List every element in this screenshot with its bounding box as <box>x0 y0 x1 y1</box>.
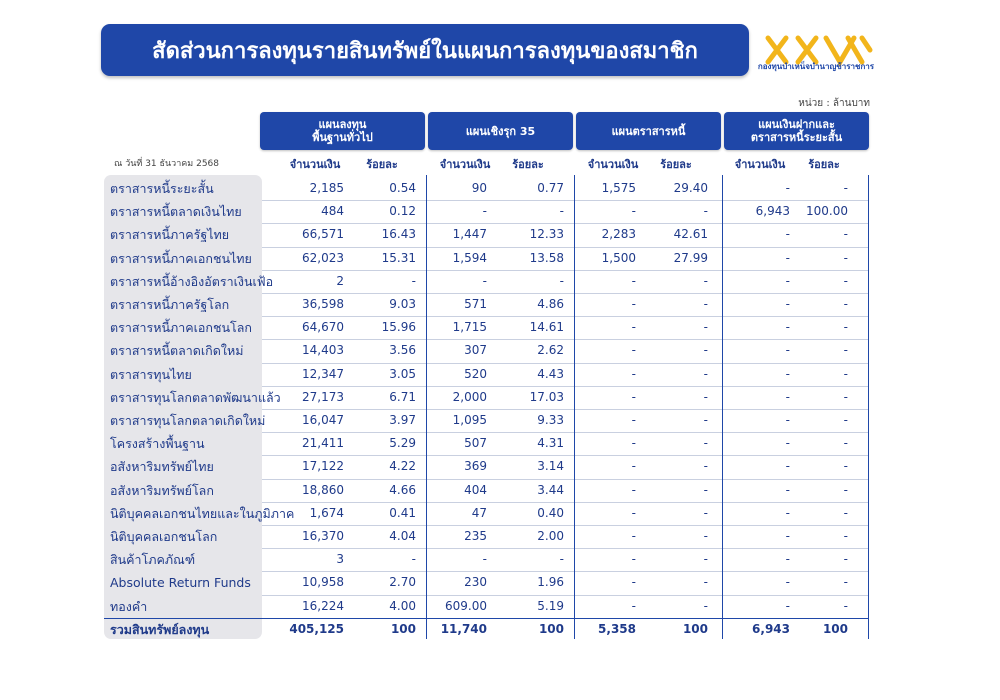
amount-cell: 307 <box>464 343 487 358</box>
amount-cell: 1,674 <box>309 505 344 520</box>
plan-header-3: แผนตราสารหนี้ <box>576 112 721 150</box>
percent-cell: 9.03 <box>389 297 416 311</box>
amount-cell: 609.00 <box>445 598 487 613</box>
percent-cell: 42.61 <box>673 227 708 242</box>
row-label: ตราสารหนี้ระยะสั้น <box>110 181 214 196</box>
amount-cell: 21,411 <box>302 436 344 451</box>
amount-cell: - <box>785 273 790 288</box>
percent-cell: - <box>843 389 848 404</box>
percent-cell: 14.61 <box>529 320 564 335</box>
amount-cell: - <box>631 204 636 219</box>
row-label: ตราสารทุนโลกตลาดพัฒนาแล้ว <box>110 389 281 405</box>
unit-label: หน่วย : ล้านบาท <box>798 98 870 109</box>
amount-cell: - <box>631 320 636 335</box>
amount-subheader: จำนวนเงิน <box>289 158 341 171</box>
percent-cell: 4.31 <box>537 436 564 451</box>
percent-cell: - <box>703 413 708 427</box>
amount-cell: 36,598 <box>302 297 344 311</box>
amount-cell: - <box>631 366 636 381</box>
row-label: ตราสารหนี้ภาครัฐไทย <box>110 227 230 243</box>
amount-cell: - <box>785 529 790 543</box>
amount-cell: - <box>631 436 636 451</box>
amount-cell: 2,185 <box>309 181 344 195</box>
percent-subheader: ร้อยละ <box>660 158 692 171</box>
percent-cell: - <box>703 552 708 567</box>
percent-cell: 0.41 <box>389 505 416 520</box>
percent-cell: - <box>559 552 564 567</box>
percent-cell: - <box>703 343 708 358</box>
amount-cell: - <box>785 389 790 404</box>
percent-cell: - <box>843 227 848 242</box>
row-label: อสังหาริมทรัพย์โลก <box>110 482 214 498</box>
percent-cell: - <box>703 575 708 590</box>
percent-cell: - <box>703 598 708 613</box>
amount-cell: 1,500 <box>601 250 636 265</box>
percent-cell: - <box>843 250 848 265</box>
percent-cell: 4.04 <box>389 529 416 543</box>
amount-subheader: จำนวนเงิน <box>587 158 639 171</box>
percent-cell: 3.14 <box>537 459 564 474</box>
row-label: ตราสารหนี้ตลาดเกิดใหม่ <box>110 343 244 359</box>
row-label: ตราสารทุนโลกตลาดเกิดใหม่ <box>110 413 266 428</box>
amount-cell: - <box>785 505 790 520</box>
row-label: ตราสารหนี้ภาครัฐโลก <box>110 297 230 312</box>
row-label: ตราสารทุนไทย <box>110 366 192 382</box>
amount-cell: 507 <box>464 436 487 451</box>
percent-cell: 3.05 <box>389 366 416 381</box>
percent-cell: - <box>843 343 848 358</box>
percent-cell: 4.22 <box>389 459 416 474</box>
amount-cell: - <box>785 436 790 451</box>
percent-cell: - <box>703 320 708 335</box>
amount-cell: - <box>631 575 636 590</box>
amount-cell: - <box>631 529 636 543</box>
percent-cell: - <box>843 436 848 451</box>
percent-cell: 4.86 <box>537 297 564 311</box>
column-divider <box>574 175 575 639</box>
amount-cell: - <box>785 297 790 311</box>
amount-cell: - <box>785 459 790 474</box>
percent-subheader: ร้อยละ <box>366 158 398 171</box>
amount-cell: 64,670 <box>302 320 344 335</box>
total-row-label: รวมสินทรัพย์ลงทุน <box>110 621 210 637</box>
amount-cell: 1,575 <box>601 181 636 195</box>
percent-cell: - <box>559 204 564 219</box>
amount-cell: 62,023 <box>302 250 344 265</box>
percent-cell: 9.33 <box>537 413 564 427</box>
amount-cell: 16,224 <box>302 598 344 613</box>
amount-cell: 27,173 <box>302 389 344 404</box>
percent-cell: - <box>843 459 848 474</box>
plan-header-2: แผนเชิงรุก 35 <box>428 112 573 150</box>
row-label: สินค้าโภคภัณฑ์ <box>110 552 196 568</box>
amount-cell: 484 <box>321 204 344 219</box>
amount-cell: 404 <box>464 482 487 497</box>
percent-cell: - <box>843 413 848 427</box>
percent-cell: 0.77 <box>537 181 564 195</box>
percent-cell: 6.71 <box>389 389 416 404</box>
percent-cell: - <box>703 204 708 219</box>
column-divider <box>426 175 427 639</box>
total-cell: 405,125 <box>289 621 344 636</box>
amount-cell: - <box>631 482 636 497</box>
amount-cell: - <box>785 320 790 335</box>
total-cell: 100 <box>682 621 708 636</box>
amount-cell: 1,715 <box>452 320 487 335</box>
percent-cell: 3.97 <box>389 413 416 427</box>
percent-cell: - <box>843 529 848 543</box>
percent-cell: 5.29 <box>389 436 416 451</box>
amount-cell: - <box>631 297 636 311</box>
amount-cell: - <box>785 482 790 497</box>
percent-cell: - <box>411 552 416 567</box>
percent-cell: 1.96 <box>537 575 564 590</box>
amount-cell: 571 <box>464 297 487 311</box>
amount-cell: - <box>631 413 636 427</box>
percent-cell: 16.43 <box>381 227 416 242</box>
percent-cell: 15.31 <box>381 250 416 265</box>
amount-cell: 230 <box>464 575 487 590</box>
amount-cell: - <box>785 250 790 265</box>
percent-cell: - <box>843 575 848 590</box>
total-cell: 100 <box>390 621 416 636</box>
row-label: ตราสารหนี้อ้างอิงอัตราเงินเฟ้อ <box>110 273 274 289</box>
percent-cell: 29.40 <box>673 181 708 195</box>
percent-cell: - <box>703 436 708 451</box>
amount-cell: - <box>785 552 790 567</box>
total-cell: 100 <box>538 621 564 636</box>
percent-cell: 3.56 <box>389 343 416 358</box>
row-label: Absolute Return Funds <box>110 575 251 591</box>
percent-cell: - <box>843 366 848 381</box>
percent-cell: - <box>843 598 848 613</box>
amount-cell: 235 <box>464 529 487 543</box>
amount-cell: - <box>631 273 636 288</box>
column-divider <box>868 175 869 639</box>
percent-cell: - <box>703 459 708 474</box>
percent-cell: - <box>703 505 708 520</box>
percent-cell: 27.99 <box>673 250 708 265</box>
amount-cell: 1,594 <box>452 250 487 265</box>
amount-cell: 18,860 <box>302 482 344 497</box>
amount-cell: - <box>785 227 790 242</box>
row-label: ตราสารหนี้ภาคเอกชนไทย <box>110 250 252 266</box>
percent-cell: - <box>703 366 708 381</box>
amount-cell: - <box>482 204 487 219</box>
percent-cell: 2.00 <box>537 529 564 543</box>
amount-cell: - <box>631 389 636 404</box>
percent-cell: 4.43 <box>537 366 564 381</box>
amount-cell: 16,370 <box>302 529 344 543</box>
percent-cell: - <box>843 482 848 497</box>
amount-cell: 90 <box>471 181 487 195</box>
percent-cell: - <box>703 273 708 288</box>
plan-header-1: แผนลงทุน พื้นฐานทั่วไป <box>260 112 425 150</box>
amount-cell: - <box>785 366 790 381</box>
row-label: ทองคำ <box>110 598 148 614</box>
percent-cell: 2.70 <box>389 575 416 590</box>
amount-cell: 1,447 <box>452 227 487 242</box>
percent-subheader: ร้อยละ <box>808 158 840 171</box>
amount-cell: - <box>631 343 636 358</box>
amount-cell: 520 <box>464 366 487 381</box>
percent-cell: 13.58 <box>529 250 564 265</box>
percent-cell: - <box>843 552 848 567</box>
amount-cell: 47 <box>471 505 487 520</box>
total-cell: 100 <box>822 621 848 636</box>
percent-cell: 0.40 <box>537 505 564 520</box>
percent-cell: - <box>703 389 708 404</box>
amount-cell: - <box>482 552 487 567</box>
percent-cell: - <box>703 529 708 543</box>
page-title-text: สัดส่วนการลงทุนรายสินทรัพย์ในแผนการลงทุนของสมาชิก <box>152 38 698 64</box>
total-divider <box>104 618 868 619</box>
amount-cell: 16,047 <box>302 413 344 427</box>
as-of-date: ณ วันที่ 31 ธันวาคม 2568 <box>114 159 219 169</box>
percent-cell: 5.19 <box>537 598 564 613</box>
amount-cell: 66,571 <box>302 227 344 242</box>
page-title <box>101 24 749 76</box>
amount-subheader: จำนวนเงิน <box>439 158 491 171</box>
percent-cell: 0.12 <box>389 204 416 219</box>
percent-cell: - <box>843 320 848 335</box>
percent-subheader: ร้อยละ <box>512 158 544 171</box>
percent-cell: 15.96 <box>381 320 416 335</box>
amount-cell: 2 <box>336 273 344 288</box>
row-label: ตราสารหนี้ตลาดเงินไทย <box>110 204 242 220</box>
amount-cell: - <box>785 598 790 613</box>
amount-cell: - <box>785 413 790 427</box>
percent-cell: 3.44 <box>537 482 564 497</box>
column-divider <box>722 175 723 639</box>
amount-cell: - <box>482 273 487 288</box>
amount-cell: - <box>631 552 636 567</box>
percent-cell: - <box>559 273 564 288</box>
amount-cell: 6,943 <box>755 204 790 219</box>
amount-cell: - <box>785 575 790 590</box>
row-label: โครงสร้างพื้นฐาน <box>110 436 205 452</box>
percent-cell: 100.00 <box>806 204 848 219</box>
total-cell: 5,358 <box>598 621 636 636</box>
logo-caption: กองทุนบำเหน็จบำนาญข้าราชการ <box>757 62 875 71</box>
percent-cell: 17.03 <box>529 389 564 404</box>
amount-cell: - <box>785 343 790 358</box>
percent-cell: - <box>703 297 708 311</box>
amount-cell: 2,000 <box>452 389 487 404</box>
amount-subheader: จำนวนเงิน <box>734 158 786 171</box>
amount-cell: 3 <box>336 552 344 567</box>
amount-cell: 1,095 <box>452 413 487 427</box>
percent-cell: - <box>843 505 848 520</box>
percent-cell: - <box>843 181 848 195</box>
total-cell: 11,740 <box>440 621 487 636</box>
percent-cell: - <box>703 482 708 497</box>
percent-cell: 4.66 <box>389 482 416 497</box>
amount-cell: 17,122 <box>302 459 344 474</box>
amount-cell: 10,958 <box>302 575 344 590</box>
amount-cell: - <box>785 181 790 195</box>
amount-cell: - <box>631 598 636 613</box>
plan-header-4: แผนเงินฝากและ ตราสารหนี้ระยะสั้น <box>724 112 869 150</box>
percent-cell: 0.54 <box>389 181 416 195</box>
amount-cell: 14,403 <box>302 343 344 358</box>
amount-cell: - <box>631 459 636 474</box>
amount-cell: 12,347 <box>302 366 344 381</box>
percent-cell: 2.62 <box>537 343 564 358</box>
amount-cell: 369 <box>464 459 487 474</box>
amount-cell: - <box>631 505 636 520</box>
percent-cell: - <box>843 273 848 288</box>
percent-cell: 12.33 <box>529 227 564 242</box>
percent-cell: - <box>843 297 848 311</box>
total-cell: 6,943 <box>752 621 790 636</box>
percent-cell: - <box>411 273 416 288</box>
row-label: อสังหาริมทรัพย์ไทย <box>110 459 214 475</box>
row-label: ตราสารหนี้ภาคเอกชนโลก <box>110 320 252 336</box>
row-label: นิติบุคคลเอกชนไทยและในภูมิภาค <box>110 505 295 521</box>
percent-cell: 4.00 <box>389 598 416 613</box>
row-label: นิติบุคคลเอกชนโลก <box>110 529 218 544</box>
amount-cell: 2,283 <box>601 227 636 242</box>
